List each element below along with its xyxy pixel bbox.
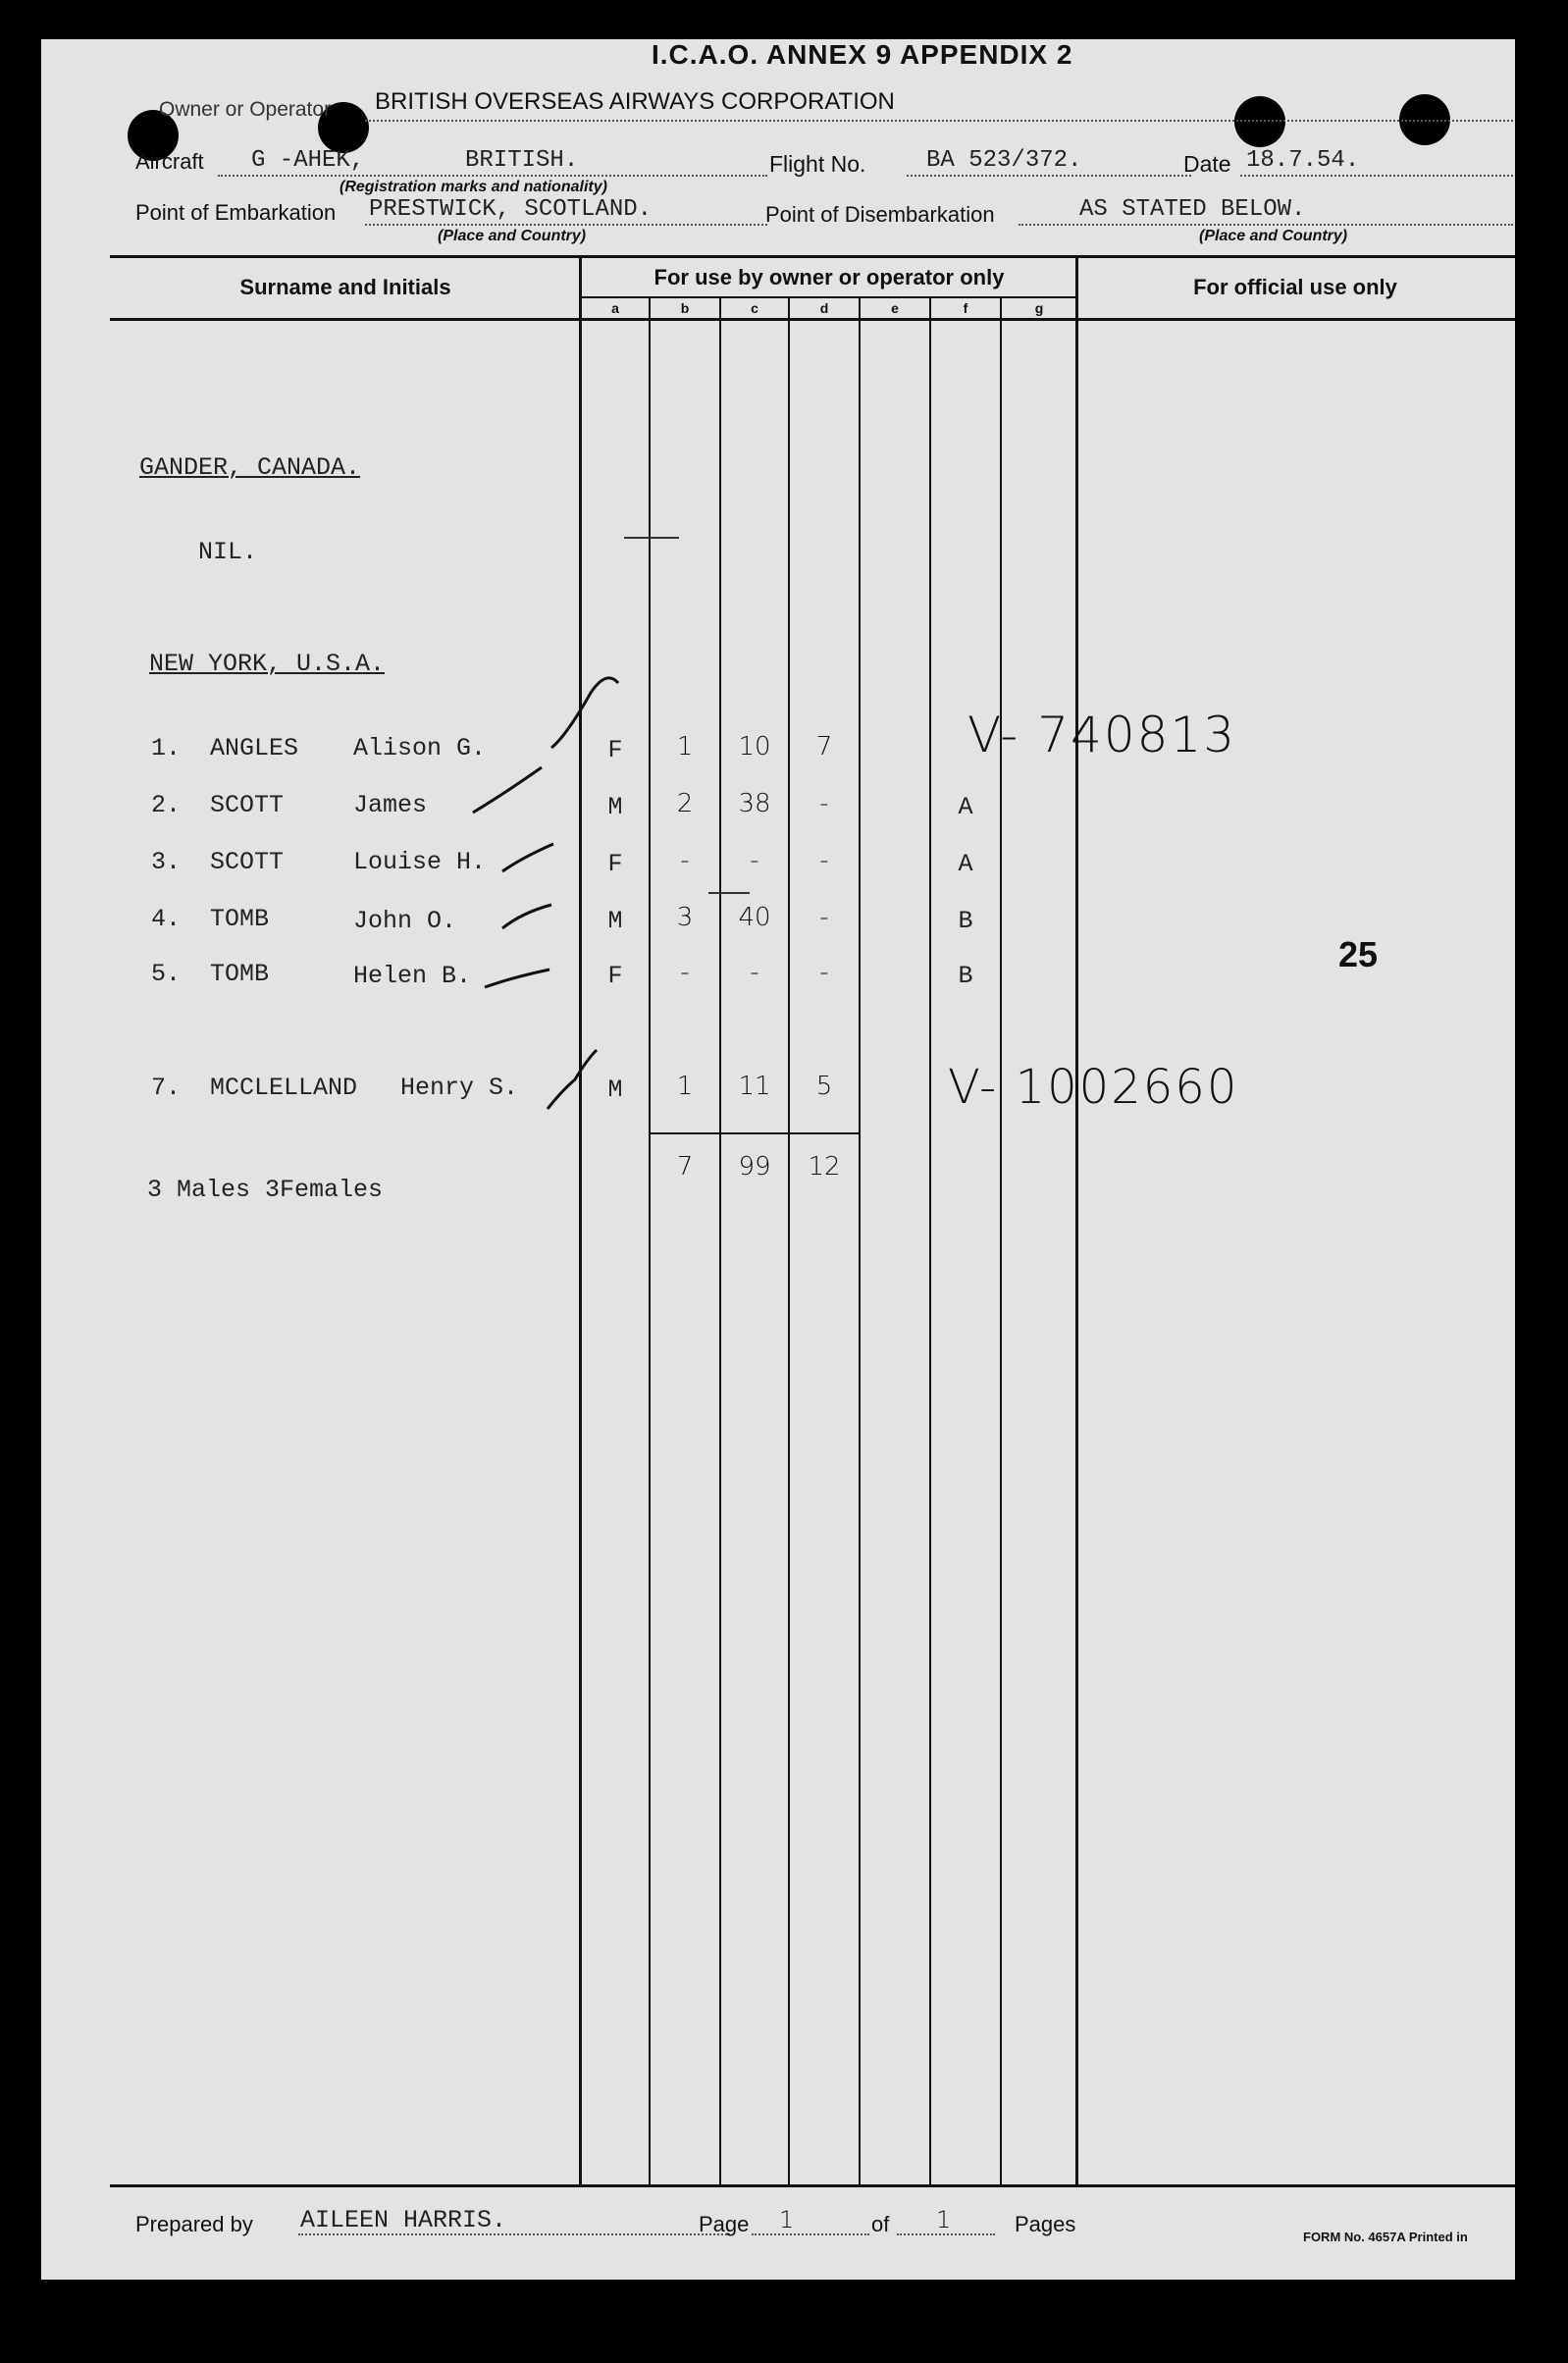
prepared-by-label: Prepared by [135, 2212, 253, 2236]
passenger-summary: 3 Males 3Females [147, 1176, 384, 1204]
cell-c: - [750, 846, 759, 875]
page-stamp-number: 25 [1338, 934, 1379, 974]
pages-label: Pages [1015, 2212, 1076, 2236]
manifest-sheet [41, 39, 1515, 2280]
of-label: of [871, 2212, 890, 2236]
operator-value: BRITISH OVERSEAS AIRWAYS CORPORATION [375, 88, 895, 115]
passenger-surname: SCOTT [210, 848, 285, 876]
cell-f: B [958, 962, 973, 990]
tick-stroke [502, 844, 553, 871]
cell-b: 3 [676, 903, 694, 932]
disembarkation-label: Point of Disembarkation [765, 202, 995, 227]
row-number: 3. [151, 848, 182, 876]
tick-stroke [485, 970, 549, 987]
passenger-given-name: James [353, 791, 428, 819]
cell-b: - [680, 846, 690, 875]
passenger-given-name: Helen B. [353, 962, 472, 990]
cell-c: - [750, 958, 759, 987]
aircraft-registration: G -AHEK, [251, 147, 365, 174]
disembarkation-value: AS STATED BELOW. [1079, 196, 1306, 223]
cell-f: B [958, 907, 973, 935]
cell-b: 1 [676, 1072, 694, 1101]
operator-label: Owner or Operator [159, 98, 332, 121]
cell-f: A [958, 850, 973, 878]
check-mark [548, 1050, 597, 1109]
cell-b: 1 [676, 732, 694, 761]
passenger-given-name: Louise H. [353, 848, 487, 876]
page-value: 1 [779, 2206, 795, 2233]
embarkation-caption: (Place and Country) [438, 228, 587, 244]
cell-b: - [680, 958, 690, 987]
tick-marks [41, 39, 1515, 1217]
row-number: 2. [151, 791, 182, 819]
cell-f: A [958, 793, 973, 821]
cell-c: 11 [738, 1072, 771, 1101]
passenger-surname: SCOTT [210, 791, 285, 819]
of-dotted-line [897, 2233, 995, 2235]
cell-a: F [607, 736, 623, 764]
aircraft-label: Aircraft [135, 149, 204, 174]
table-bottom-rule [110, 2184, 1515, 2187]
date-label: Date [1183, 151, 1231, 177]
annex-title: I.C.A.O. ANNEX 9 APPENDIX 2 [652, 39, 1073, 70]
section-heading-gander: GANDER, CANADA. [139, 453, 361, 482]
row-number: 1. [151, 734, 182, 762]
registration-caption: (Registration marks and nationality) [340, 179, 607, 195]
tick-stroke [473, 767, 542, 813]
cell-d: 7 [815, 732, 833, 761]
cell-a: M [607, 1076, 623, 1104]
of-value: 1 [936, 2206, 952, 2233]
surname-column-header: Surname and Initials [239, 275, 451, 299]
cell-d: 5 [815, 1072, 833, 1101]
date-value: 18.7.54. [1246, 147, 1360, 174]
flight-label: Flight No. [769, 151, 866, 177]
official-note-1: V- 740813 [967, 707, 1237, 763]
passenger-surname: ANGLES [210, 734, 299, 762]
disembarkation-caption: (Place and Country) [1199, 228, 1348, 244]
passenger-given-name: Alison G. [353, 734, 487, 762]
cell-d: - [819, 958, 829, 987]
cell-b: 2 [676, 789, 694, 818]
row-number: 5. [151, 960, 182, 988]
flight-number: BA 523/372. [926, 147, 1082, 174]
embarkation-label: Point of Embarkation [135, 200, 337, 225]
sub-col-e: e [891, 300, 899, 316]
total-c: 99 [738, 1152, 771, 1182]
embarkation-value: PRESTWICK, SCOTLAND. [369, 196, 653, 223]
passenger-surname: MCCLELLAND [210, 1074, 358, 1102]
total-d: 12 [808, 1152, 841, 1182]
cell-c: 10 [738, 732, 771, 761]
form-number: FORM No. 4657A Printed in [1303, 2230, 1468, 2244]
passenger-surname: TOMB [210, 960, 270, 988]
sub-col-b: b [680, 300, 690, 316]
row-number: 4. [151, 905, 182, 933]
cell-a: F [607, 850, 623, 878]
prepared-by-value: AILEEN HARRIS. [300, 2206, 507, 2234]
passenger-given-name: John O. [353, 907, 457, 935]
cell-a: F [607, 962, 623, 990]
sub-col-d: d [819, 300, 829, 316]
official-note-2: V- 1002660 [948, 1060, 1239, 1115]
section-heading-new-york: NEW YORK, U.S.A. [149, 650, 386, 678]
official-column-header: For official use only [1193, 275, 1397, 299]
total-b: 7 [676, 1152, 694, 1182]
cell-d: - [819, 846, 829, 875]
passenger-given-name: Henry S. [400, 1074, 519, 1102]
section-note-nil: NIL. [198, 538, 258, 566]
owner-column-header: For use by owner or operator only [653, 265, 1005, 289]
cell-d: - [819, 789, 829, 818]
prepared-dotted-line [298, 2233, 730, 2235]
page-label: Page [699, 2212, 750, 2236]
sub-col-a: a [611, 300, 619, 316]
sub-col-g: g [1034, 300, 1044, 316]
cell-c: 40 [738, 903, 771, 932]
cell-a: M [607, 907, 623, 935]
cell-c: 38 [738, 789, 771, 818]
row-number: 7. [151, 1074, 182, 1102]
sub-col-f: f [963, 300, 968, 316]
cell-d: - [819, 903, 829, 932]
aircraft-nationality: BRITISH. [465, 147, 579, 174]
check-mark [551, 678, 618, 748]
tick-stroke [502, 905, 551, 928]
cell-a: M [607, 793, 623, 821]
passenger-surname: TOMB [210, 905, 270, 933]
totals-rule [650, 1132, 860, 1134]
sub-col-c: c [751, 300, 758, 316]
page-dotted-line [752, 2233, 869, 2235]
